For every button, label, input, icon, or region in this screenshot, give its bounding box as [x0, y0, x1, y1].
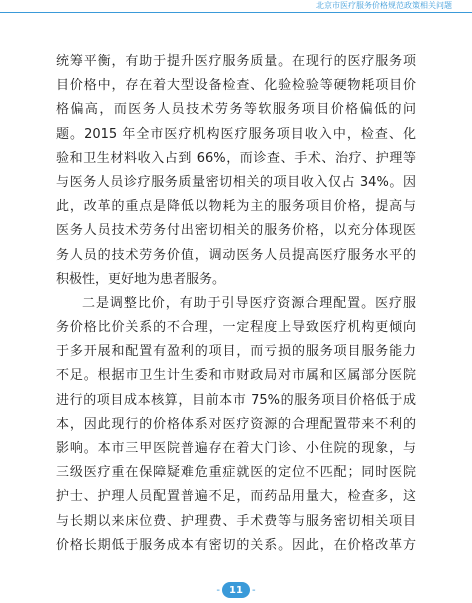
body-line: 三级医疗重在保障疑难危重症就医的定位不匹配；同时医院	[56, 465, 416, 481]
body-line: 医务人员技术劳务付出密切相关的服务价格，以充分体现医	[56, 223, 416, 239]
body-line: 积极性，更好地为患者服务。	[56, 271, 226, 287]
body-line: 与医务人员诊疗服务质量密切相关的项目收入仅占 34%。因	[56, 174, 416, 190]
body-line: 影响。本市三甲医院普遍存在着大门诊、小住院的现象，与	[56, 441, 416, 456]
body-line: 价格长期低于服务成本有密切的关系。因此，在价格改革方	[56, 537, 416, 553]
body-line: 务人员的技术劳务价值，调动医务人员提高医疗服务水平的	[56, 247, 416, 263]
body-line: 于多开展和配置有盈利的项目，而亏损的服务项目服务能力	[56, 344, 416, 360]
body-text	[56, 50, 416, 558]
body-line: 本，因此现行的价格体系对医疗资源的合理配置带来不利的	[56, 416, 416, 432]
header-title: 北京市医疗服务价格规范政策相关问题	[316, 1, 452, 10]
body-line: 与长期以来床位费、护理费、手术费等与服务密切相关项目	[56, 513, 416, 529]
header-rule	[0, 12, 472, 13]
body-line: 目价格中，存在着大型设备检查、化验检验等硬物耗项目价	[56, 78, 416, 94]
page-number-dash-left: -	[216, 584, 220, 596]
body-line: 格偏高，而医务人员技术劳务等软服务项目价格偏低的问	[56, 102, 416, 118]
page-footer	[0, 580, 472, 600]
body-line: 进行的项目成本核算，目前本市 75%的服务项目价格低于成	[56, 392, 416, 408]
page-number-dash-right: -	[252, 584, 256, 596]
body-line: 护士、护理人员配置普遍不足，而药品用量大，检查多，这	[56, 489, 416, 505]
body-line: 验和卫生材料收入占到 66%，而诊查、手术、治疗、护理等	[56, 150, 416, 166]
body-line: 统筹平衡，有助于提升医疗服务质量。在现行的医疗服务项	[56, 54, 416, 69]
body-line: 题。2015 年全市医疗机构医疗服务项目收入中，检查、化	[56, 126, 416, 142]
body-line: 此，改革的重点是降低以物耗为主的服务项目价格，提高与	[56, 199, 416, 215]
body-line: 不足。根据市卫生计生委和市财政局对市属和区属部分医院	[56, 368, 416, 384]
body-line: 务价格比价关系的不合理，一定程度上导致医疗机构更倾向	[56, 320, 416, 336]
paragraph-start-line: 二是调整比价，有助于引导医疗资源合理配置。医疗服	[82, 295, 416, 311]
page-number: 11	[222, 582, 250, 598]
